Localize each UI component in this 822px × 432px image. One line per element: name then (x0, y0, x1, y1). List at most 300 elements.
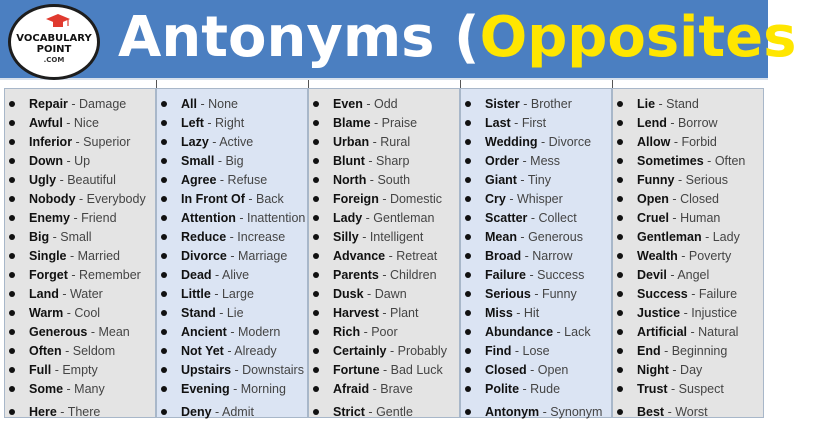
antonym-pair (181, 266, 249, 284)
antonym-list-item (157, 114, 307, 132)
antonym-list-item (461, 266, 611, 284)
antonym-list-item (309, 114, 459, 132)
antonym-pair (637, 152, 745, 170)
antonym-pair (485, 133, 591, 151)
antonym-list-item (309, 171, 459, 189)
separator: - (539, 405, 551, 419)
antonym-list-item (613, 209, 763, 227)
separator: - (358, 230, 370, 244)
antonym-word: Failure (485, 268, 526, 282)
bullet-icon (313, 234, 319, 240)
antonym-word: End (637, 344, 661, 358)
opposite-word: Damage (79, 97, 127, 111)
antonym-list-item (5, 403, 155, 421)
antonym-word: Forget (29, 268, 68, 282)
antonym-list-item (5, 323, 155, 341)
antonym-pair (29, 190, 146, 208)
separator: - (67, 97, 80, 111)
opposite-word: Lose (522, 344, 550, 358)
antonym-word: Lazy (181, 135, 209, 149)
antonym-word: Blunt (333, 154, 365, 168)
separator: - (666, 116, 678, 130)
antonym-pair (181, 304, 244, 322)
antonym-word: Giant (485, 173, 517, 187)
bullet-icon (465, 158, 471, 164)
bullet-icon (465, 139, 471, 145)
opposite-word: Synonym (550, 405, 603, 419)
separator: - (512, 306, 524, 320)
separator: - (668, 211, 681, 225)
antonym-word: Rich (333, 325, 361, 339)
bullet-icon (9, 158, 15, 164)
opposite-word: Intelligent (369, 230, 424, 244)
separator: - (56, 405, 68, 419)
antonym-list-item (157, 285, 307, 303)
opposite-word: Large (221, 287, 254, 301)
antonym-pair (29, 247, 120, 265)
separator: - (369, 135, 381, 149)
column-divider (612, 80, 613, 88)
antonym-word: Warm (29, 306, 64, 320)
antonym-word: In Front Of (181, 192, 245, 206)
bullet-icon (617, 310, 623, 316)
bullet-icon (465, 272, 471, 278)
title-part-end: ) (796, 5, 822, 70)
antonym-list-item (309, 304, 459, 322)
bullet-icon (617, 367, 623, 373)
separator: - (66, 249, 78, 263)
bullet-icon (9, 367, 15, 373)
separator: - (664, 405, 676, 419)
bullet-icon (9, 196, 15, 202)
antonym-pair (485, 190, 563, 208)
bullet-icon (161, 386, 167, 392)
antonym-list-item (613, 171, 763, 189)
bullet-icon (313, 291, 319, 297)
opposite-word: Right (215, 116, 245, 130)
logo-text-line3: .COM (43, 56, 65, 64)
antonym-word: Strict (333, 405, 365, 419)
antonym-list-item (309, 247, 459, 265)
antonym-word: Wedding (485, 135, 538, 149)
antonym-pair (485, 342, 550, 360)
antonym-word: Polite (485, 382, 520, 396)
antonym-word: Afraid (333, 382, 370, 396)
separator: - (537, 135, 549, 149)
antonym-pair (29, 342, 115, 360)
antonym-pair (485, 266, 584, 284)
opposite-word: Probably (397, 344, 447, 358)
opposite-word: Stand (666, 97, 699, 111)
antonym-pair (485, 152, 560, 170)
antonym-word: Generous (29, 325, 88, 339)
antonym-pair (637, 114, 718, 132)
bullet-icon (313, 158, 319, 164)
antonym-word: Open (637, 192, 669, 206)
opposite-word: Day (680, 363, 703, 377)
antonym-pair (29, 361, 98, 379)
antonym-list-item (157, 342, 307, 360)
antonym-word: Find (485, 344, 512, 358)
opposite-word: Borrow (677, 116, 718, 130)
antonym-word: Closed (485, 363, 527, 377)
antonym-pair (333, 285, 407, 303)
antonym-list-item (461, 133, 611, 151)
separator: - (62, 116, 74, 130)
bullet-icon (617, 177, 623, 183)
antonym-word: Blame (333, 116, 371, 130)
bullet-icon (465, 291, 471, 297)
antonym-list-item (309, 95, 459, 113)
antonym-list-item (461, 95, 611, 113)
antonym-list-item (157, 152, 307, 170)
antonym-list-item (461, 380, 611, 398)
separator: - (226, 249, 238, 263)
separator: - (67, 268, 79, 282)
antonym-list-item (613, 114, 763, 132)
antonym-pair (181, 152, 244, 170)
opposite-word: Mean (98, 325, 130, 339)
antonym-list-item (613, 190, 763, 208)
antonym-word: Devil (637, 268, 667, 282)
opposite-word: Gentle (376, 405, 413, 419)
antonym-list-item (461, 209, 611, 227)
opposite-word: First (521, 116, 547, 130)
antonym-pair (181, 114, 244, 132)
bullet-icon (313, 348, 319, 354)
antonym-word: Often (29, 344, 62, 358)
opposite-word: Injustice (691, 306, 738, 320)
opposite-word: Active (219, 135, 254, 149)
bullet-icon (161, 367, 167, 373)
opposite-word: Everybody (86, 192, 146, 206)
separator: - (505, 192, 517, 206)
opposite-word: Increase (237, 230, 286, 244)
bullet-icon (465, 120, 471, 126)
antonym-pair (181, 190, 284, 208)
bullet-icon (161, 234, 167, 240)
antonym-list-item (613, 304, 763, 322)
opposite-word: Open (537, 363, 569, 377)
bullet-icon (9, 409, 15, 415)
antonym-pair (181, 380, 286, 398)
opposite-word: Children (389, 268, 437, 282)
separator: - (63, 382, 75, 396)
antonym-word: Small (181, 154, 215, 168)
antonym-pair (181, 171, 267, 189)
separator: - (362, 97, 374, 111)
antonym-list-item (5, 190, 155, 208)
antonym-pair (637, 266, 709, 284)
antonym-list-item (461, 152, 611, 170)
antonym-column-5 (612, 88, 764, 418)
bullet-icon (9, 253, 15, 259)
antonym-pair (29, 95, 126, 113)
separator: - (527, 211, 539, 225)
separator: - (364, 154, 377, 168)
antonym-pair (485, 228, 583, 246)
opposite-word: Whisper (516, 192, 563, 206)
separator: - (75, 192, 87, 206)
antonym-pair (29, 209, 117, 227)
opposite-word: Inattention (246, 211, 306, 225)
antonym-list-item (157, 361, 307, 379)
antonym-word: Ancient (181, 325, 227, 339)
antonym-list-item (613, 403, 763, 421)
antonym-word: Miss (485, 306, 513, 320)
antonym-word: Divorce (181, 249, 227, 263)
separator: - (360, 325, 372, 339)
antonym-pair (637, 361, 702, 379)
antonym-pair (181, 361, 304, 379)
antonym-list-item (309, 285, 459, 303)
antonym-list-item (157, 190, 307, 208)
antonym-pair (181, 285, 254, 303)
separator: - (226, 230, 238, 244)
antonym-word: Gentleman (637, 230, 702, 244)
opposite-word: Morning (240, 382, 286, 396)
antonym-word: Awful (29, 116, 63, 130)
separator: - (378, 192, 390, 206)
antonym-pair (333, 323, 398, 341)
bullet-icon (161, 177, 167, 183)
opposite-word: Downstairs (242, 363, 304, 377)
opposite-word: Cool (74, 306, 101, 320)
antonym-list-item (5, 266, 155, 284)
antonym-word: Serious (485, 287, 531, 301)
antonym-list-item (157, 247, 307, 265)
opposite-word: Often (714, 154, 746, 168)
separator: - (211, 268, 222, 282)
antonym-list-item (5, 152, 155, 170)
antonym-pair (333, 304, 418, 322)
bullet-icon (161, 196, 167, 202)
opposite-word: Suspect (678, 382, 724, 396)
opposite-word: Hit (523, 306, 540, 320)
bullet-icon (313, 367, 319, 373)
separator: - (211, 405, 222, 419)
antonym-pair (333, 403, 413, 421)
opposite-word: Beginning (671, 344, 728, 358)
antonym-word: Inferior (29, 135, 73, 149)
antonym-pair (485, 247, 573, 265)
bullet-icon (617, 253, 623, 259)
antonym-pair (29, 114, 99, 132)
antonym-word: Success (637, 287, 688, 301)
bullet-icon (313, 310, 319, 316)
antonym-pair (485, 171, 551, 189)
antonym-list-item (461, 228, 611, 246)
separator: - (362, 211, 374, 225)
antonym-list-item (157, 323, 307, 341)
bullet-icon (617, 101, 623, 107)
separator: - (668, 192, 681, 206)
separator: - (364, 405, 377, 419)
antonym-pair (333, 95, 398, 113)
bullet-icon (9, 177, 15, 183)
separator: - (670, 135, 682, 149)
bullet-icon (465, 234, 471, 240)
antonym-word: Parents (333, 268, 379, 282)
separator: - (687, 287, 699, 301)
opposite-word: There (67, 405, 101, 419)
antonym-list-item (157, 380, 307, 398)
antonym-pair (181, 247, 287, 265)
antonym-word: Repair (29, 97, 68, 111)
bullet-icon (465, 196, 471, 202)
bullet-icon (465, 329, 471, 335)
antonym-pair (485, 209, 577, 227)
bullet-icon (9, 101, 15, 107)
opposite-word: Gentleman (373, 211, 435, 225)
opposite-word: Lady (712, 230, 740, 244)
separator: - (385, 249, 397, 263)
antonym-list-item (5, 133, 155, 151)
separator: - (519, 97, 531, 111)
separator: - (510, 116, 522, 130)
antonym-list-item (613, 380, 763, 398)
opposite-word: Many (74, 382, 105, 396)
antonym-word: Last (485, 116, 511, 130)
separator: - (244, 192, 256, 206)
antonym-list-item (309, 228, 459, 246)
opposite-word: Admit (222, 405, 254, 419)
bullet-icon (617, 348, 623, 354)
antonym-word: Even (333, 97, 363, 111)
opposite-word: Brave (380, 382, 413, 396)
antonym-pair (485, 95, 572, 113)
separator: - (58, 287, 70, 301)
antonym-pair (29, 171, 116, 189)
separator: - (87, 325, 99, 339)
separator: - (235, 211, 247, 225)
opposite-word: None (208, 97, 238, 111)
separator: - (70, 211, 82, 225)
antonym-pair (29, 380, 105, 398)
antonym-list-item (613, 361, 763, 379)
separator: - (210, 287, 222, 301)
antonym-word: Certainly (333, 344, 387, 358)
antonym-word: Full (29, 363, 52, 377)
antonym-list-item (157, 95, 307, 113)
opposite-word: Dawn (374, 287, 407, 301)
opposite-word: Narrow (532, 249, 573, 263)
opposite-word: Retreat (396, 249, 438, 263)
opposite-word: Worst (675, 405, 708, 419)
bullet-icon (465, 101, 471, 107)
antonym-pair (29, 266, 141, 284)
separator: - (369, 382, 381, 396)
separator: - (49, 230, 61, 244)
antonym-word: Deny (181, 405, 212, 419)
opposite-word: Marriage (237, 249, 288, 263)
antonym-list-item (157, 228, 307, 246)
bullet-icon (313, 272, 319, 278)
antonym-list-item (309, 152, 459, 170)
opposite-word: Natural (698, 325, 739, 339)
antonym-pair (29, 323, 130, 341)
antonym-list-item (157, 304, 307, 322)
antonym-pair (29, 403, 100, 421)
separator: - (379, 363, 391, 377)
antonym-word: Funny (637, 173, 675, 187)
antonym-word: Wealth (637, 249, 678, 263)
antonym-column-3 (308, 88, 460, 418)
separator: - (668, 363, 681, 377)
antonym-pair (637, 380, 724, 398)
antonym-list-item (461, 304, 611, 322)
antonym-list-item (613, 95, 763, 113)
separator: - (526, 363, 538, 377)
opposite-word: Modern (237, 325, 281, 339)
antonym-pair (29, 152, 90, 170)
antonym-list-item (5, 342, 155, 360)
antonym-word: Artificial (637, 325, 688, 339)
antonym-list-item (461, 323, 611, 341)
antonym-list-item (613, 285, 763, 303)
separator: - (687, 325, 699, 339)
separator: - (526, 268, 538, 282)
opposite-word: Closed (680, 192, 719, 206)
antonym-word: Best (637, 405, 665, 419)
title-part-yellow: Opposites (479, 5, 797, 70)
antonym-word: Lie (637, 97, 656, 111)
antonym-word: Little (181, 287, 211, 301)
opposite-word: Remember (79, 268, 141, 282)
antonym-list-item (5, 247, 155, 265)
bullet-icon (9, 348, 15, 354)
antonym-list-item (461, 190, 611, 208)
antonym-pair (485, 304, 539, 322)
antonym-list-item (461, 247, 611, 265)
antonym-pair (637, 209, 720, 227)
separator: - (363, 287, 375, 301)
antonym-word: Antonym (485, 405, 540, 419)
antonym-word: Abundance (485, 325, 554, 339)
opposite-word: Rude (530, 382, 561, 396)
bullet-icon (161, 158, 167, 164)
bullet-icon (465, 348, 471, 354)
antonym-word: North (333, 173, 367, 187)
antonym-word: Sometimes (637, 154, 704, 168)
bullet-icon (313, 215, 319, 221)
opposite-word: Rural (380, 135, 411, 149)
opposite-word: Praise (381, 116, 418, 130)
antonym-word: Mean (485, 230, 517, 244)
bullet-icon (161, 310, 167, 316)
separator: - (229, 382, 241, 396)
separator: - (703, 154, 715, 168)
opposite-word: Seldom (72, 344, 116, 358)
bullet-icon (465, 177, 471, 183)
bullet-icon (161, 409, 167, 415)
antonym-list-item (613, 133, 763, 151)
antonym-pair (637, 342, 727, 360)
bullet-icon (617, 215, 623, 221)
antonym-list-item (5, 209, 155, 227)
opposite-word: Refuse (227, 173, 268, 187)
antonym-pair (637, 171, 728, 189)
antonym-word: Reduce (181, 230, 227, 244)
bullet-icon (161, 101, 167, 107)
opposite-word: Bad Luck (390, 363, 443, 377)
opposite-word: Funny (541, 287, 577, 301)
antonym-word: Justice (637, 306, 681, 320)
bullet-icon (9, 291, 15, 297)
opposite-word: Brother (530, 97, 572, 111)
antonym-pair (485, 380, 560, 398)
separator: - (366, 173, 378, 187)
